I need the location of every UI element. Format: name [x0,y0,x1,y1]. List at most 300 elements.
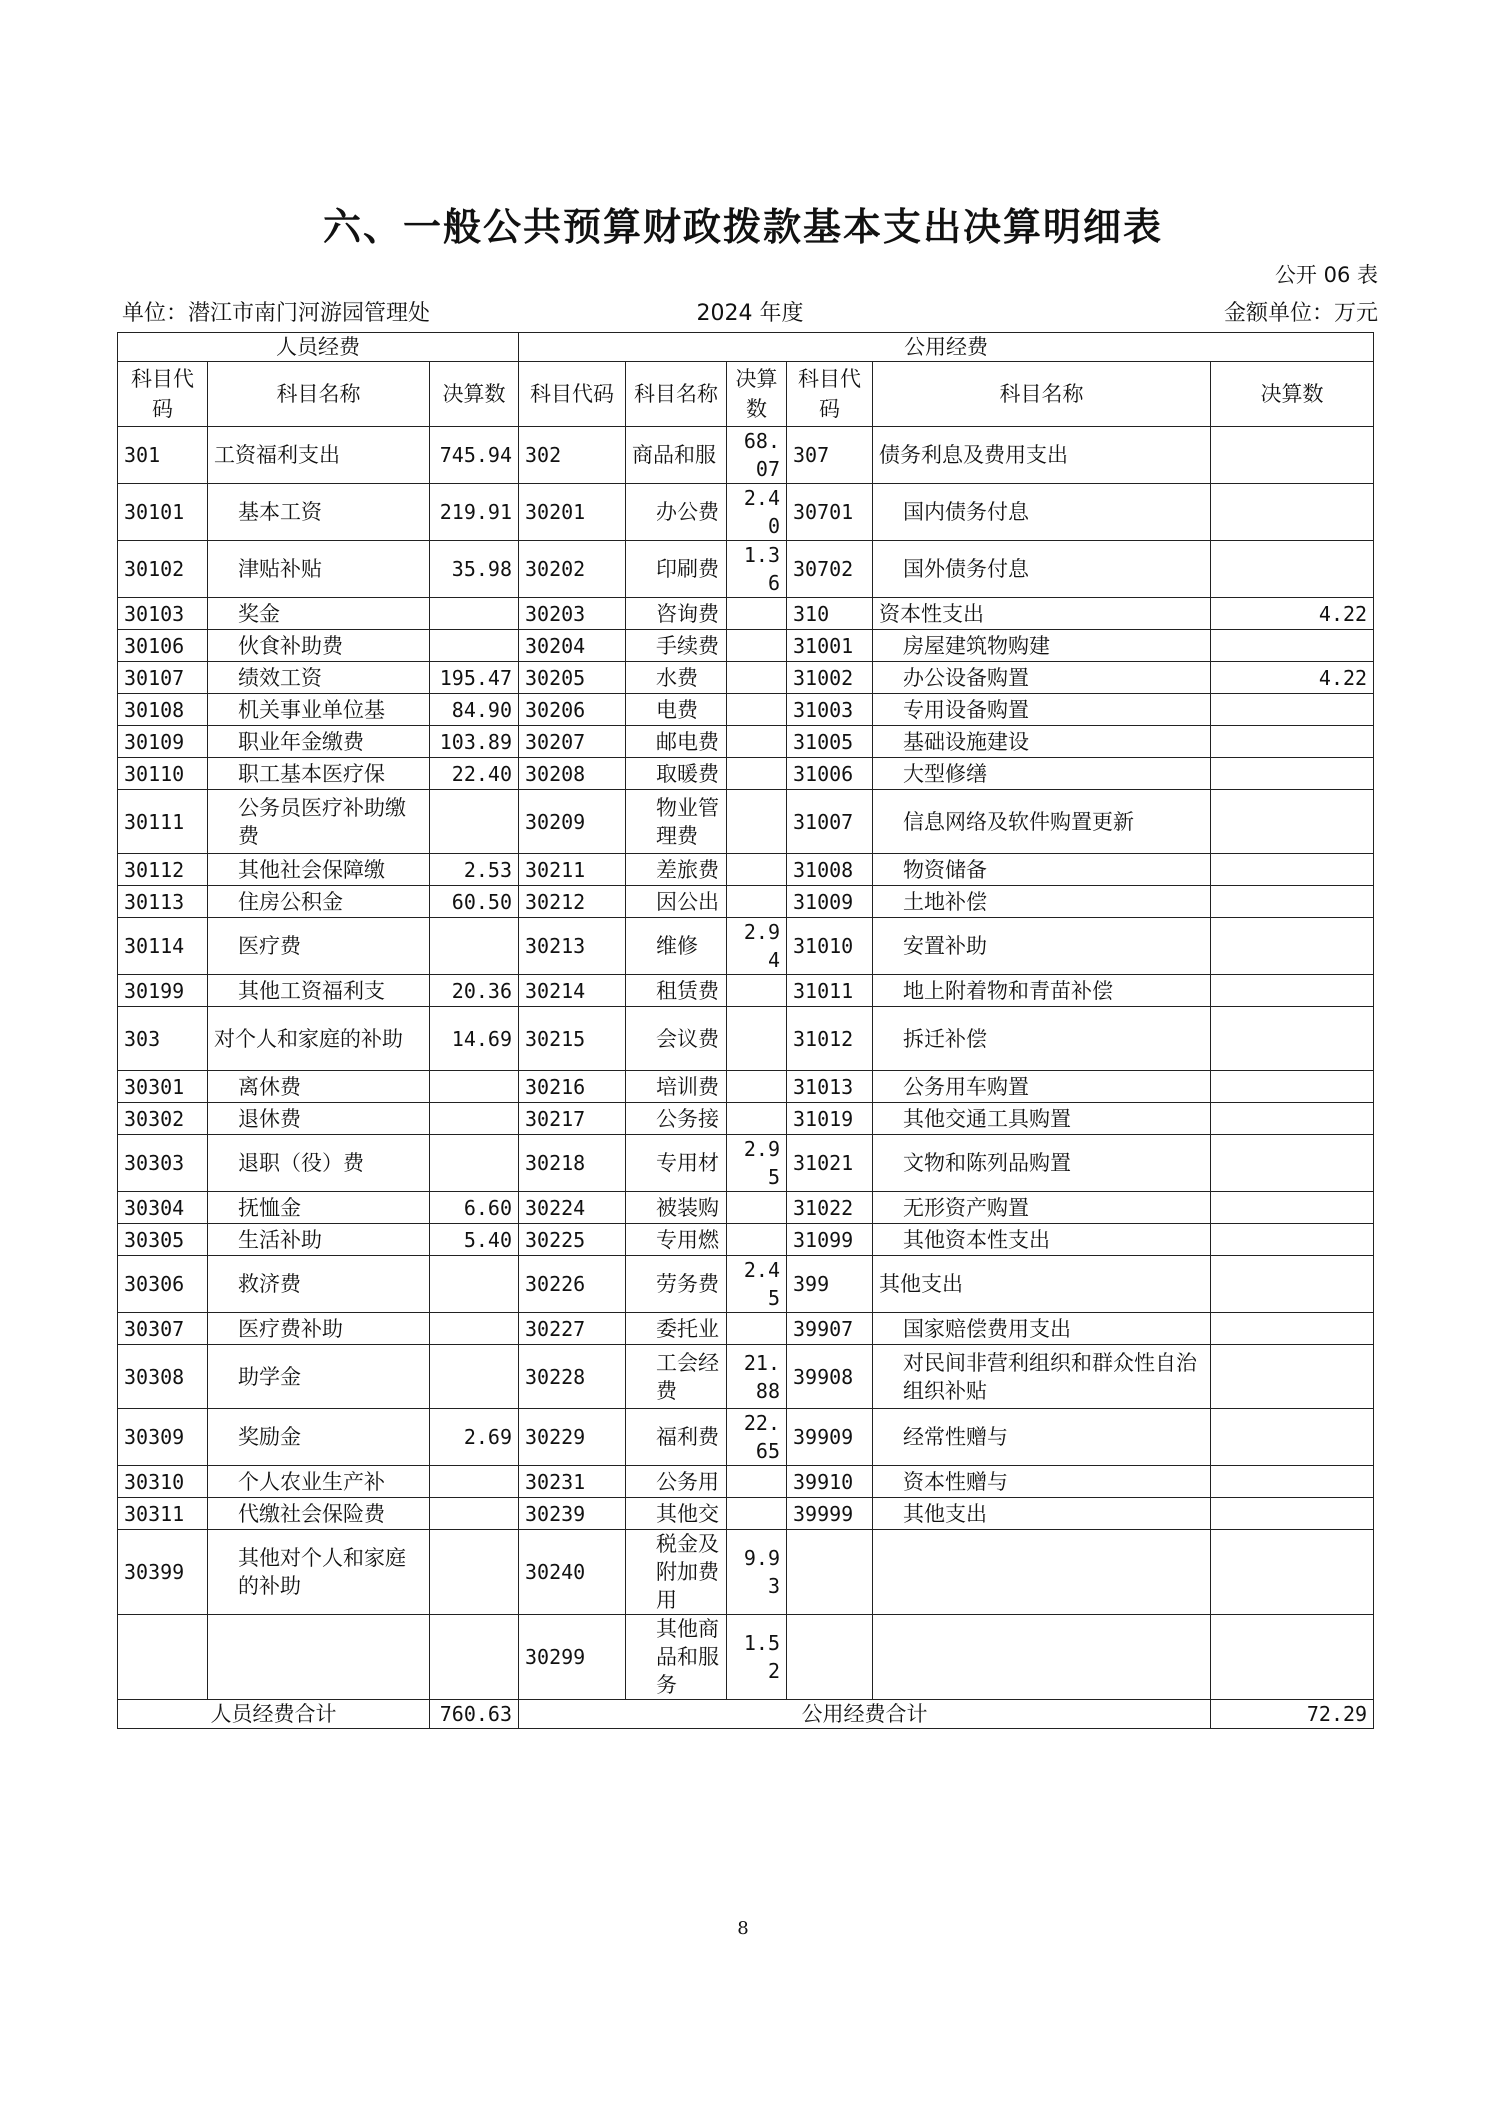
name-cell: 退职（役）费 [208,1135,430,1192]
code-cell: 30229 [519,1409,626,1466]
name-cell: 助学金 [208,1345,430,1409]
code-header: 科目代码 [519,362,626,427]
code-cell: 31013 [787,1071,873,1103]
amount-cell [727,1103,787,1135]
name-cell: 其他社会保障缴 [208,854,430,886]
amount-cell [1211,1007,1374,1071]
name-cell: 生活补助 [208,1224,430,1256]
name-cell: 其他资本性支出 [873,1224,1211,1256]
table-row [118,694,1374,726]
name-cell: 商品和服 [626,427,727,484]
name-cell [208,1615,430,1700]
code-cell: 31006 [787,758,873,790]
code-cell: 39999 [787,1498,873,1530]
name-cell: 印刷费 [626,541,727,598]
name-cell: 离休费 [208,1071,430,1103]
amount-cell [727,630,787,662]
amount-cell [1211,1615,1374,1700]
amount-cell [430,1498,519,1530]
column-header-row [118,362,1374,427]
code-cell [787,1615,873,1700]
amount-cell [1211,1256,1374,1313]
amount-cell [727,1007,787,1071]
table-row [118,1615,1374,1700]
amount-cell [727,726,787,758]
code-cell: 30208 [519,758,626,790]
amount-cell: 9.93 [727,1530,787,1615]
amount-cell [430,630,519,662]
table-row [118,726,1374,758]
amount-cell: 2.53 [430,854,519,886]
code-cell: 31007 [787,790,873,854]
amount-cell: 103.89 [430,726,519,758]
code-cell: 31005 [787,726,873,758]
code-cell: 30113 [118,886,208,918]
public-header: 公用经费 [519,333,1374,362]
code-header: 科目代码 [787,362,873,427]
code-cell: 30306 [118,1256,208,1313]
code-cell: 30224 [519,1192,626,1224]
code-cell: 31003 [787,694,873,726]
amount-cell [1211,630,1374,662]
name-cell: 地上附着物和青苗补偿 [873,975,1211,1007]
code-cell: 30109 [118,726,208,758]
amount-cell [1211,427,1374,484]
name-cell: 基本工资 [208,484,430,541]
code-cell: 30102 [118,541,208,598]
amount-cell: 68.07 [727,427,787,484]
table-row [118,1466,1374,1498]
name-cell: 医疗费补助 [208,1313,430,1345]
table-row [118,484,1374,541]
name-cell: 信息网络及软件购置更新 [873,790,1211,854]
code-cell: 30101 [118,484,208,541]
name-cell: 绩效工资 [208,662,430,694]
code-cell: 39907 [787,1313,873,1345]
table-number: 公开 06 表 [1274,263,1378,287]
name-cell: 办公设备购置 [873,662,1211,694]
name-cell: 住房公积金 [208,886,430,918]
name-cell: 奖金 [208,598,430,630]
name-cell: 救济费 [208,1256,430,1313]
amount-cell: 84.90 [430,694,519,726]
code-cell: 307 [787,427,873,484]
amount-cell [1211,854,1374,886]
amount-cell [727,886,787,918]
amount-cell [430,1071,519,1103]
amount-cell [430,1103,519,1135]
name-cell: 其他支出 [873,1498,1211,1530]
code-cell: 31001 [787,630,873,662]
amount-cell [1211,758,1374,790]
name-cell: 国家赔偿费用支出 [873,1313,1211,1345]
name-cell: 其他支出 [873,1256,1211,1313]
name-cell: 工会经费 [626,1345,727,1409]
amount-cell [727,1224,787,1256]
code-cell: 31011 [787,975,873,1007]
amount-header: 决算数 [1211,362,1374,427]
name-cell: 培训费 [626,1071,727,1103]
code-cell: 30701 [787,484,873,541]
amount-cell [727,1192,787,1224]
name-cell: 抚恤金 [208,1192,430,1224]
name-cell: 奖励金 [208,1409,430,1466]
amount-cell [727,1313,787,1345]
amount-cell [430,598,519,630]
name-cell: 其他商品和服务 [626,1615,727,1700]
code-cell: 30206 [519,694,626,726]
table-row [118,1345,1374,1409]
personnel-total-value: 760.63 [430,1700,519,1729]
code-cell: 30239 [519,1498,626,1530]
name-cell: 税金及附加费用 [626,1530,727,1615]
amount-cell [1211,1135,1374,1192]
name-cell: 拆迁补偿 [873,1007,1211,1071]
name-cell: 机关事业单位基 [208,694,430,726]
amount-cell [727,1466,787,1498]
code-cell: 303 [118,1007,208,1071]
code-cell: 30308 [118,1345,208,1409]
amount-cell [1211,1313,1374,1345]
code-cell: 30201 [519,484,626,541]
amount-cell: 35.98 [430,541,519,598]
code-cell: 30702 [787,541,873,598]
amount-cell [1211,694,1374,726]
amount-cell: 4.22 [1211,598,1374,630]
amount-header: 决算数 [727,362,787,427]
totals-row [118,1700,1374,1729]
amount-cell [727,694,787,726]
name-cell [873,1530,1211,1615]
name-cell: 房屋建筑物购建 [873,630,1211,662]
amount-cell: 219.91 [430,484,519,541]
amount-cell [1211,1409,1374,1466]
table-row [118,758,1374,790]
amount-cell: 1.52 [727,1615,787,1700]
amount-cell [1211,1071,1374,1103]
amount-cell [430,790,519,854]
amount-cell [1211,1224,1374,1256]
name-cell: 其他工资福利支 [208,975,430,1007]
table-row [118,1530,1374,1615]
code-cell: 30227 [519,1313,626,1345]
amount-cell [727,975,787,1007]
name-cell: 经常性赠与 [873,1409,1211,1466]
code-cell: 30215 [519,1007,626,1071]
amount-cell: 745.94 [430,427,519,484]
table-row [118,427,1374,484]
name-cell: 安置补助 [873,918,1211,975]
amount-cell: 60.50 [430,886,519,918]
name-cell: 公务用车购置 [873,1071,1211,1103]
name-cell: 资本性支出 [873,598,1211,630]
name-cell: 水费 [626,662,727,694]
name-cell: 国外债务付息 [873,541,1211,598]
public-total-label: 公用经费合计 [519,1700,1211,1729]
table-row [118,1256,1374,1313]
table-row [118,975,1374,1007]
code-cell: 30311 [118,1498,208,1530]
code-cell: 30199 [118,975,208,1007]
name-header: 科目名称 [208,362,430,427]
amount-cell [1211,1345,1374,1409]
amount-cell: 22.65 [727,1409,787,1466]
code-cell: 310 [787,598,873,630]
code-cell: 30204 [519,630,626,662]
amount-cell [727,598,787,630]
year-label: 2024 年度 [696,301,804,326]
amount-cell [430,918,519,975]
code-cell: 30225 [519,1224,626,1256]
table-row [118,541,1374,598]
code-cell: 30114 [118,918,208,975]
name-cell: 国内债务付息 [873,484,1211,541]
amount-cell [727,790,787,854]
name-cell: 办公费 [626,484,727,541]
code-cell: 30207 [519,726,626,758]
name-cell: 差旅费 [626,854,727,886]
code-cell: 30108 [118,694,208,726]
code-cell: 31010 [787,918,873,975]
name-cell: 文物和陈列品购置 [873,1135,1211,1192]
name-cell: 债务利息及费用支出 [873,427,1211,484]
code-cell: 31022 [787,1192,873,1224]
name-cell: 公务员医疗补助缴费 [208,790,430,854]
meta-line [122,296,1378,328]
name-cell: 委托业 [626,1313,727,1345]
name-cell: 职业年金缴费 [208,726,430,758]
code-cell: 31099 [787,1224,873,1256]
amount-cell: 195.47 [430,662,519,694]
table-row [118,1192,1374,1224]
amount-cell [727,662,787,694]
amount-cell: 22.40 [430,758,519,790]
code-cell: 30205 [519,662,626,694]
amount-cell [727,854,787,886]
amount-cell: 2.69 [430,1409,519,1466]
amount-cell [430,1466,519,1498]
name-cell: 专用燃 [626,1224,727,1256]
table-row [118,1409,1374,1466]
name-cell: 对个人和家庭的补助 [208,1007,430,1071]
table-row [118,1071,1374,1103]
code-cell: 30302 [118,1103,208,1135]
personnel-header: 人员经费 [118,333,519,362]
name-cell: 租赁费 [626,975,727,1007]
name-cell: 公务接 [626,1103,727,1135]
code-cell: 30304 [118,1192,208,1224]
table-row [118,854,1374,886]
code-cell: 30218 [519,1135,626,1192]
name-cell: 基础设施建设 [873,726,1211,758]
name-cell: 物业管理费 [626,790,727,854]
code-cell: 30213 [519,918,626,975]
name-cell: 土地补偿 [873,886,1211,918]
amount-cell [430,1615,519,1700]
amount-cell [727,1498,787,1530]
table-row [118,790,1374,854]
code-cell: 30299 [519,1615,626,1700]
table-row [118,1007,1374,1071]
name-cell: 咨询费 [626,598,727,630]
code-cell: 30228 [519,1345,626,1409]
name-cell: 被装购 [626,1192,727,1224]
name-cell: 其他交 [626,1498,727,1530]
code-cell: 39908 [787,1345,873,1409]
code-cell: 30214 [519,975,626,1007]
code-cell: 30399 [118,1530,208,1615]
name-cell: 因公出 [626,886,727,918]
group-header-row [118,333,1374,362]
table-row [118,1498,1374,1530]
money-unit-label: 金额单位：万元 [1223,301,1378,326]
amount-cell [1211,484,1374,541]
name-cell: 手续费 [626,630,727,662]
table-row [118,918,1374,975]
amount-cell [1211,790,1374,854]
name-cell: 专用设备购置 [873,694,1211,726]
code-cell: 30202 [519,541,626,598]
amount-cell [727,758,787,790]
name-cell: 专用材 [626,1135,727,1192]
code-cell: 30111 [118,790,208,854]
code-cell: 31012 [787,1007,873,1071]
table-row [118,1313,1374,1345]
amount-cell: 2.94 [727,918,787,975]
code-cell: 302 [519,427,626,484]
amount-cell [1211,886,1374,918]
name-header: 科目名称 [873,362,1211,427]
amount-cell [430,1313,519,1345]
code-cell: 31021 [787,1135,873,1192]
name-cell: 物资储备 [873,854,1211,886]
amount-cell: 2.95 [727,1135,787,1192]
table-row [118,1103,1374,1135]
table-row [118,598,1374,630]
personnel-total-label: 人员经费合计 [118,1700,430,1729]
name-cell: 工资福利支出 [208,427,430,484]
name-cell: 邮电费 [626,726,727,758]
code-cell: 301 [118,427,208,484]
code-cell: 30301 [118,1071,208,1103]
name-cell: 资本性赠与 [873,1466,1211,1498]
code-cell: 30305 [118,1224,208,1256]
name-cell: 津贴补贴 [208,541,430,598]
amount-cell: 14.69 [430,1007,519,1071]
amount-cell [1211,726,1374,758]
code-header: 科目代码 [118,362,208,427]
code-cell: 30216 [519,1071,626,1103]
amount-header: 决算数 [430,362,519,427]
amount-cell: 1.36 [727,541,787,598]
table-row [118,662,1374,694]
amount-cell [1211,541,1374,598]
amount-cell [1211,1466,1374,1498]
amount-cell [1211,918,1374,975]
amount-cell: 2.45 [727,1256,787,1313]
name-header: 科目名称 [626,362,727,427]
code-cell: 30307 [118,1313,208,1345]
amount-cell: 4.22 [1211,662,1374,694]
name-cell: 其他对个人和家庭的补助 [208,1530,430,1615]
expenditure-table [117,332,1374,1729]
name-cell: 个人农业生产补 [208,1466,430,1498]
code-cell: 30212 [519,886,626,918]
code-cell: 39910 [787,1466,873,1498]
name-cell: 电费 [626,694,727,726]
code-cell: 30103 [118,598,208,630]
amount-cell: 6.60 [430,1192,519,1224]
name-cell [873,1615,1211,1700]
code-cell [787,1530,873,1615]
page-title: 六、一般公共预算财政拨款基本支出决算明细表 [322,205,1163,249]
name-cell: 福利费 [626,1409,727,1466]
code-cell: 30106 [118,630,208,662]
name-cell: 对民间非营利组织和群众性自治组织补贴 [873,1345,1211,1409]
amount-cell [1211,1498,1374,1530]
name-cell: 代缴社会保险费 [208,1498,430,1530]
amount-cell: 5.40 [430,1224,519,1256]
name-cell: 公务用 [626,1466,727,1498]
amount-cell [430,1345,519,1409]
name-cell: 其他交通工具购置 [873,1103,1211,1135]
name-cell: 退休费 [208,1103,430,1135]
amount-cell [1211,975,1374,1007]
code-cell: 399 [787,1256,873,1313]
code-cell: 30211 [519,854,626,886]
code-cell: 31008 [787,854,873,886]
name-cell: 取暖费 [626,758,727,790]
name-cell: 伙食补助费 [208,630,430,662]
amount-cell [1211,1103,1374,1135]
code-cell: 31002 [787,662,873,694]
name-cell: 会议费 [626,1007,727,1071]
code-cell: 30107 [118,662,208,694]
amount-cell [1211,1530,1374,1615]
name-cell: 职工基本医疗保 [208,758,430,790]
public-total-value: 72.29 [1211,1700,1374,1729]
name-cell: 劳务费 [626,1256,727,1313]
code-cell: 30209 [519,790,626,854]
table-row [118,630,1374,662]
code-cell: 30112 [118,854,208,886]
name-cell: 无形资产购置 [873,1192,1211,1224]
amount-cell [430,1256,519,1313]
code-cell: 30240 [519,1530,626,1615]
table-row [118,886,1374,918]
amount-cell: 20.36 [430,975,519,1007]
name-cell: 维修 [626,918,727,975]
amount-cell [1211,1192,1374,1224]
code-cell: 30231 [519,1466,626,1498]
code-cell: 30226 [519,1256,626,1313]
code-cell: 30203 [519,598,626,630]
code-cell: 30217 [519,1103,626,1135]
table-row [118,1224,1374,1256]
name-cell: 医疗费 [208,918,430,975]
code-cell: 31019 [787,1103,873,1135]
amount-cell [727,1071,787,1103]
code-cell: 39909 [787,1409,873,1466]
amount-cell [430,1530,519,1615]
amount-cell [430,1135,519,1192]
code-cell: 30310 [118,1466,208,1498]
code-cell [118,1615,208,1700]
page-number: 8 [737,1918,749,1939]
code-cell: 30309 [118,1409,208,1466]
code-cell: 30303 [118,1135,208,1192]
name-cell: 大型修缮 [873,758,1211,790]
